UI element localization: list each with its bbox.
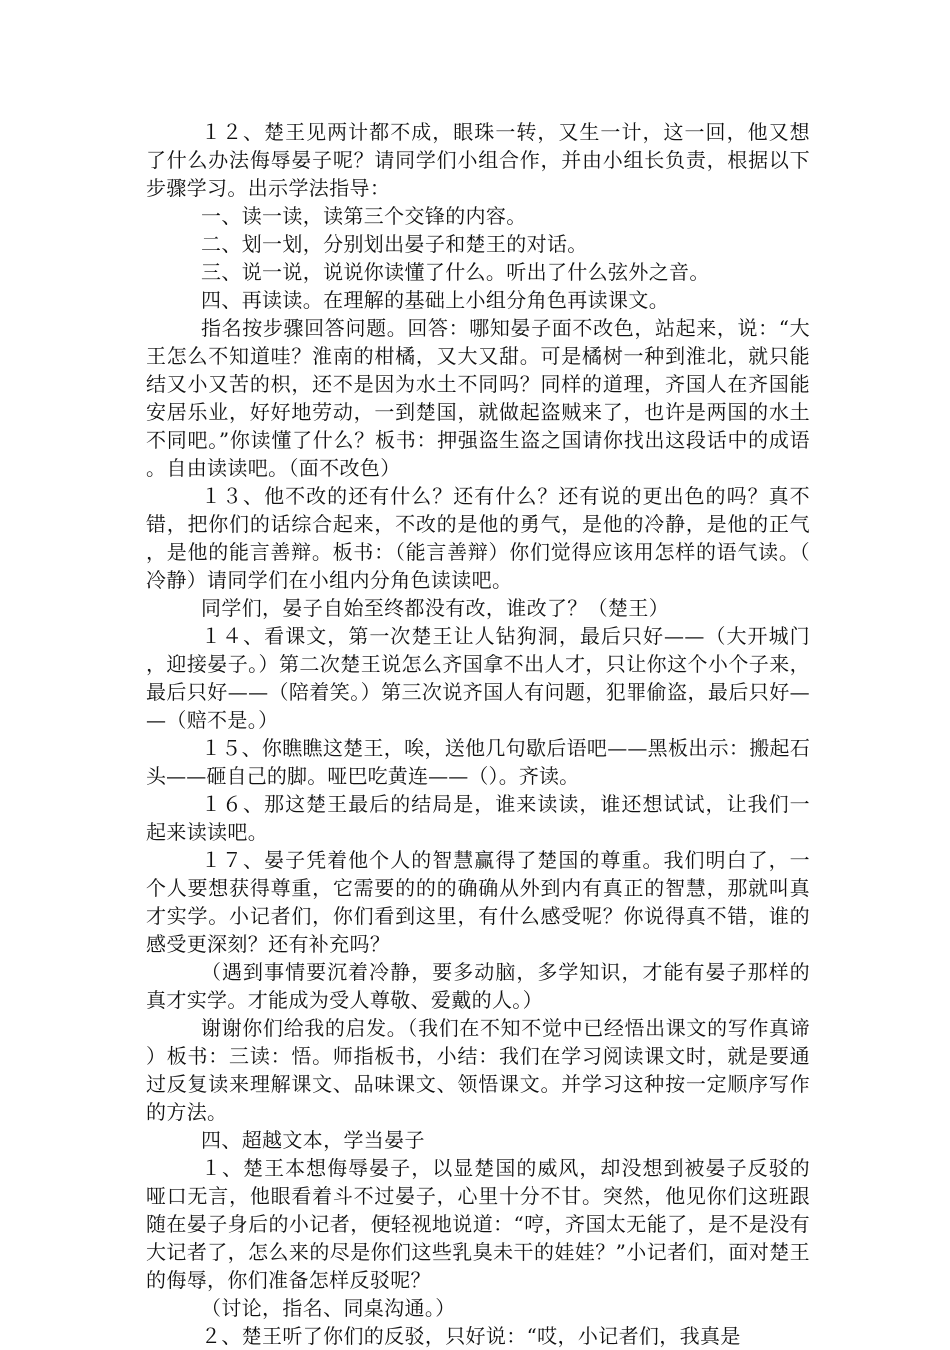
step-1-read: 一、读一读，读第三个交锋的内容。 [201,204,527,228]
paragraph-reflection: （遇到事情要沉着冷静，要多动脑，多学知识，才能有晏子那样的真才实学。才能成为受人尊敬、爱戴的人。） [146,960,810,1012]
paragraph-thanks: 谢谢你们给我的启发。（我们在不知不觉中已经悟出课文的写作真谛）板书：三读：悟。师指板书，小结：我们在学习阅读课文时，就是要通过反复读来理解课文、品味课文、领悟课文。并学习这种按一定顺序写作的方法。 [146,1016,810,1124]
step-3-speak: 三、说一说，说说你读懂了什么。听出了什么弦外之音。 [201,260,710,284]
paragraph-14: １４、看课文，第一次楚王让人钻狗洞，最后只好——（大开城门，迎接晏子。）第二次楚王说怎么齐国拿不出人才，只让你这个小个子来，最后只好——（陪着笑。）第三次说齐国人有问题，犯罪偷盗，最后只好——（赔不是。） [146,624,810,732]
step-2-mark: 二、划一划，分别划出晏子和楚王的对话。 [201,232,588,256]
paragraph-s4-1: １、楚王本想侮辱晏子，以显楚国的威风，却没想到被晏子反驳的哑口无言，他眼看着斗不过晏子，心里十分不甘。突然，他见你们这班跟随在晏子身后的小记者，便轻视地说道：“哼，齐国太无能了，是不是没有大记者了，怎么来的尽是你们这些乳臭未干的娃娃？”小记者们，面对楚王的侮辱，你们准备怎样反驳呢？ [146,1156,810,1292]
paragraph-s4-2: ２、楚王听了你们的反驳，只好说：“哎，小记者们，我真是 [201,1324,741,1348]
paragraph-15: １５、你瞧瞧这楚王，唉，送他几句歇后语吧——黑板出示：搬起石头——砸自己的脚。哑巴吃黄连——（）。齐读。 [146,736,810,788]
paragraph-discussion: （讨论，指名、同桌沟通。） [201,1296,456,1320]
paragraph-12: １２、楚王见两计都不成，眼珠一转，又生一计，这一回，他又想了什么办法侮辱晏子呢？请同学们小组合作，并由小组长负责，根据以下步骤学习。出示学法指导： [146,120,810,200]
paragraph-who-changed: 同学们，晏子自始至终都没有改，谁改了？（楚王） [201,596,670,620]
section-heading-4: 四、超越文本，学当晏子 [201,1128,425,1152]
paragraph-13: １３、他不改的还有什么？还有什么？还有说的更出色的吗？真不错，把你们的话综合起来，不改的是他的勇气，是他的冷静，是他的正气，是他的能言善辩。板书：（能言善辩）你们觉得应该用怎样的语气读。（冷静）请同学们在小组内分角色读读吧。 [146,484,810,592]
step-4-reread: 四、再读读。在理解的基础上小组分角色再读课文。 [201,288,670,312]
document-page [146,118,810,1350]
paragraph-17: １７、晏子凭着他个人的智慧赢得了楚国的尊重。我们明白了，一个人要想获得尊重，它需要的的的确确从外到内有真正的智慧，那就叫真才实学。小记者们，你们看到这里，有什么感受呢？你说得真不错，谁的感受更深刻？还有补充吗？ [146,848,810,956]
paragraph-16: １６、那这楚王最后的结局是，谁来读读，谁还想试试，让我们一起来读读吧。 [146,792,810,844]
paragraph-answer: 指名按步骤回答问题。回答：哪知晏子面不改色，站起来，说：“大王怎么不知道哇？淮南的柑橘，又大又甜。可是橘树一种到淮北，就只能结又小又苦的枳，还不是因为水土不同吗？同样的道理，齐国人在齐国能安居乐业，好好地劳动，一到楚国，就做起盗贼来了，也许是两国的水土不同吧。”你读懂了什么？板书：押强盗生盗之国请你找出这段话中的成语。自由读读吧。（面不改色） [146,316,810,480]
